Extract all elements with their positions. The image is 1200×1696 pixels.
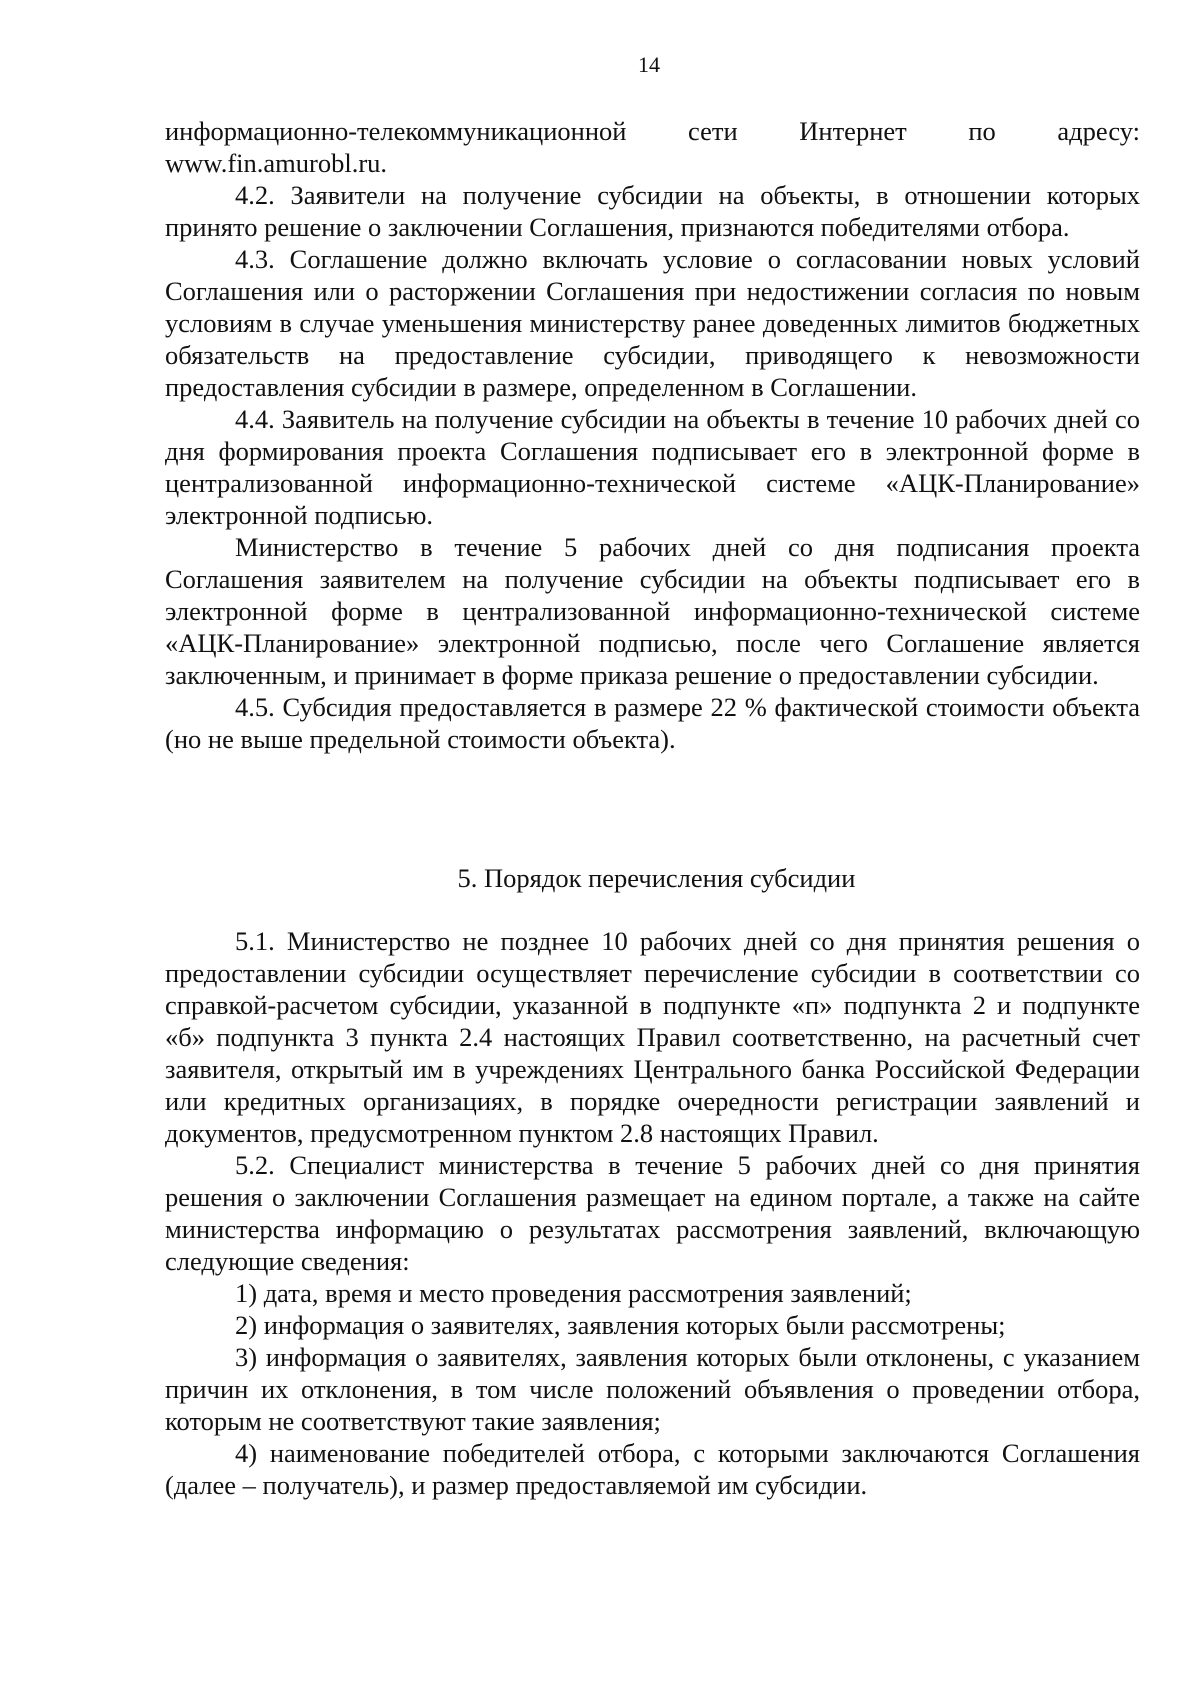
page-number: 14 [638, 52, 660, 77]
section-heading: 5. Порядок перечисления субсидии [457, 863, 856, 893]
paragraph-p8: 1) дата, время и место проведения рассмотрения заявлений; [235, 1278, 912, 1308]
paragraph-p0: информационно-телекоммуникационной сети Интернет по адресу: www.fin.amurobl.ru. [165, 116, 1140, 178]
paragraph-p4: Министерство в течение 5 рабочих дней со дня подписания проекта Соглашения заявителем на получение субсидии на объекты подписывает его в электронной форме в централизованной информационно-технической системе «АЦК-Планирование» электронной подписью, после чего Соглашение является заключенным, и принимает в форме приказа решение о предоставлении субсидии. [165, 532, 1140, 690]
paragraph-p9: 2) информация о заявителях, заявления которых были рассмотрены; [235, 1310, 1006, 1340]
paragraph-p6: 5.1. Министерство не позднее 10 рабочих дней со дня принятия решения о предоставлении субсидии осуществляет перечисление субсидии в соответствии со справкой-расчетом субсидии, указанной в подпункте «п» подпункта 2 и подпункте «б» подпункта 3 пункта 2.4 настоящих Правил соответственно, на расчетный счет заявителя, открытый им в учреждениях Центрального банка Российской Федерации или кредитных организациях, в порядке очередности регистрации заявлений и документов, предусмотренном пунктом 2.8 настоящих Правил. [165, 926, 1140, 1148]
paragraph-p3: 4.4. Заявитель на получение субсидии на объекты в течение 10 рабочих дней со дня формирования проекта Соглашения подписывает его в электронной форме в централизованной информационно-технической системе «АЦК-Планирование» электронной подписью. [165, 404, 1140, 530]
body-text-top [165, 115, 1140, 755]
paragraph-p1: 4.2. Заявители на получение субсидии на объекты, в отношении которых принято решение о заключении Соглашения, признаются победителями отбора. [165, 180, 1140, 242]
paragraph-p10: 3) информация о заявителях, заявления которых были отклонены, с указанием причин их отклонения, в том числе положений объявления о проведении отбора, которым не соответствуют такие заявления; [165, 1342, 1140, 1436]
paragraph-p2: 4.3. Соглашение должно включать условие о согласовании новых условий Соглашения или о расторжении Соглашения при недостижении согласия по новым условиям в случае уменьшения министерству ранее доведенных лимитов бюджетных обязательств на предоставление субсидии, приводящего к невозможности предоставления субсидии в размере, определенном в Соглашении. [165, 244, 1140, 402]
body-text-bottom [165, 925, 1140, 1501]
paragraph-p11: 4) наименование победителей отбора, с которыми заключаются Соглашения (далее – получатель), и размер предоставляемой им субсидии. [165, 1438, 1140, 1500]
paragraph-p5: 4.5. Субсидия предоставляется в размере 22 % фактической стоимости объекта (но не выше предельной стоимости объекта). [165, 692, 1140, 754]
paragraph-p7: 5.2. Специалист министерства в течение 5 рабочих дней со дня принятия решения о заключении Соглашения размещает на едином портале, а также на сайте министерства информацию о результатах рассмотрения заявлений, включающую следующие сведения: [165, 1150, 1140, 1276]
